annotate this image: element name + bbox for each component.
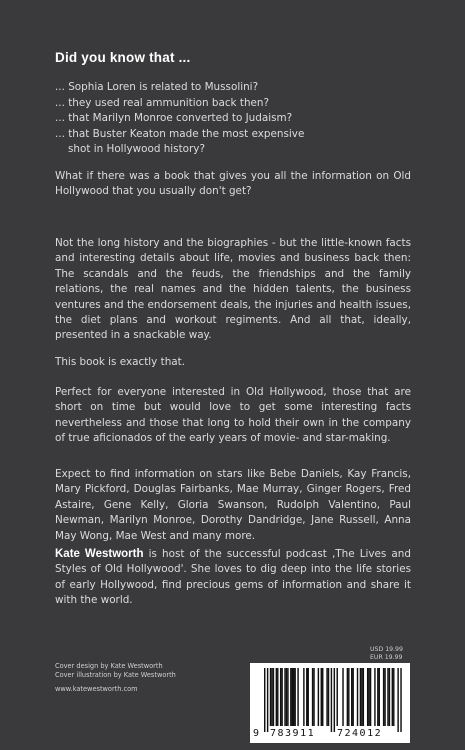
credit-design: Cover design by Kate Westworth (55, 662, 163, 670)
barcode-left-digits: 783911 (270, 728, 316, 739)
barcode-bar (287, 668, 288, 726)
barcode-bar (384, 668, 385, 726)
barcode-bar (331, 668, 332, 732)
barcode-bar (348, 668, 349, 726)
facts-list (55, 80, 415, 158)
price-eur: EUR 19.99 (370, 654, 403, 661)
barcode-bar (280, 668, 281, 726)
barcode-bar (294, 668, 295, 726)
barcode-bar (337, 668, 338, 726)
barcode-bar (303, 668, 304, 726)
barcode-bar (379, 668, 380, 726)
barcode-bar (392, 668, 393, 726)
fact-item: ... that Marilyn Monroe converted to Judaism? (55, 112, 293, 124)
barcode-bar (322, 668, 323, 726)
barcode-bar (377, 668, 378, 726)
barcode-bar (273, 668, 274, 726)
barcode-bar (368, 668, 369, 726)
isbn-barcode (250, 663, 410, 743)
barcode-bar (334, 668, 335, 732)
barcode-bar (347, 668, 348, 726)
barcode-bar (313, 668, 314, 726)
author-bio-text: is host of the successful podcast ‚The Lives and Styles of Old Hollywood'. She loves to dig deep into the life stories of early Hollywood, find precious gems of information and share it with the world. (55, 548, 411, 607)
fact-item: ... Sophia Loren is related to Mussolini? (55, 81, 259, 93)
barcode-bar (286, 668, 287, 726)
barcode-bar (276, 668, 277, 726)
barcode-bar (374, 668, 375, 726)
website-url: www.katewestworth.com (55, 685, 138, 693)
barcode-bar (326, 668, 327, 726)
heading: Did you know that ... (55, 50, 191, 65)
paragraph-statement: This book is exactly that. (55, 356, 186, 368)
fact-item-continuation: shot in Hollywood history? (68, 143, 205, 155)
barcode-bar (352, 668, 353, 726)
barcode-bar (308, 668, 309, 726)
barcode-bar (292, 668, 293, 726)
barcode-bar (293, 668, 294, 726)
barcode-bar (328, 668, 329, 726)
barcode-bar (342, 668, 343, 726)
barcode-bar (363, 668, 364, 726)
barcode-bar (360, 668, 361, 726)
barcode-bar (357, 668, 358, 726)
barcode-lead-digit: 9 (253, 728, 260, 739)
barcode-bar (312, 668, 313, 726)
barcode-bar (267, 668, 268, 732)
barcode-bar (318, 668, 319, 726)
barcode-bar (367, 668, 368, 726)
barcode-bar (383, 668, 384, 726)
price-block (370, 646, 403, 662)
barcode-bar (281, 668, 282, 726)
paragraph-stars: Expect to find information on stars like Bebe Daniels, Kay Francis, Mary Pickford, Douglas Fairbanks, Mae Murray, Ginger Rogers, Fred Astaire, Gene Kelly, Gloria Swanson, Rudolph Valentino, Paul Newman, Marilyn Monroe, Dorothy Dandridge, Jane Russell, Anna May Wong, Mae West and many more. (55, 468, 411, 542)
fact-item: ... they used real ammunition back then? (55, 96, 270, 109)
barcode-bar (370, 668, 371, 726)
price-usd: USD 19.99 (370, 646, 403, 653)
barcode-bar (321, 668, 322, 726)
barcode-bar (271, 668, 272, 726)
paragraph-intro: What if there was a book that gives you all the information on Old Hollywood that you usually don't get? (55, 170, 411, 198)
barcode-bar (389, 668, 390, 726)
barcode-bar (387, 668, 388, 726)
barcode-bar (264, 668, 265, 732)
barcode-bar (393, 668, 394, 726)
barcode-bar (351, 668, 352, 726)
barcode-bar (400, 668, 401, 732)
barcode-right-digits: 724012 (337, 728, 383, 739)
barcode-bar (290, 668, 291, 726)
fact-item: ... that Buster Keaton made the most expensive (55, 127, 305, 140)
barcode-bar (284, 668, 285, 726)
author-bio (55, 547, 411, 609)
credits (55, 662, 176, 680)
paragraph-audience: Perfect for everyone interested in Old Hollywood, those that are short on time but would love to get some interesting facts nevertheless and those that long to hold their own in the company of true aficionados of the early years of movie- and star-making. (55, 386, 411, 445)
author-name: Kate Westworth (55, 548, 144, 560)
barcode-bar (270, 668, 271, 726)
credit-illustration: Cover illustration by Kate Westworth (55, 671, 176, 679)
barcode-bar (297, 668, 298, 726)
paragraph-details: Not the long history and the biographies - but the little-known facts and interesting details about life, movies and business back then: The scandals and the feuds, the friendships and the family relations, the real names and the hidden talents, the business ventures and the endorsement deals, the injuries and health issues, the diet plans and workout regiments. And all that, ideally, presented in a snackable way. (55, 237, 411, 342)
barcode-bar (397, 668, 398, 732)
barcode-bar (361, 668, 362, 726)
barcode-bar (306, 668, 307, 726)
barcode-bar (277, 668, 278, 726)
